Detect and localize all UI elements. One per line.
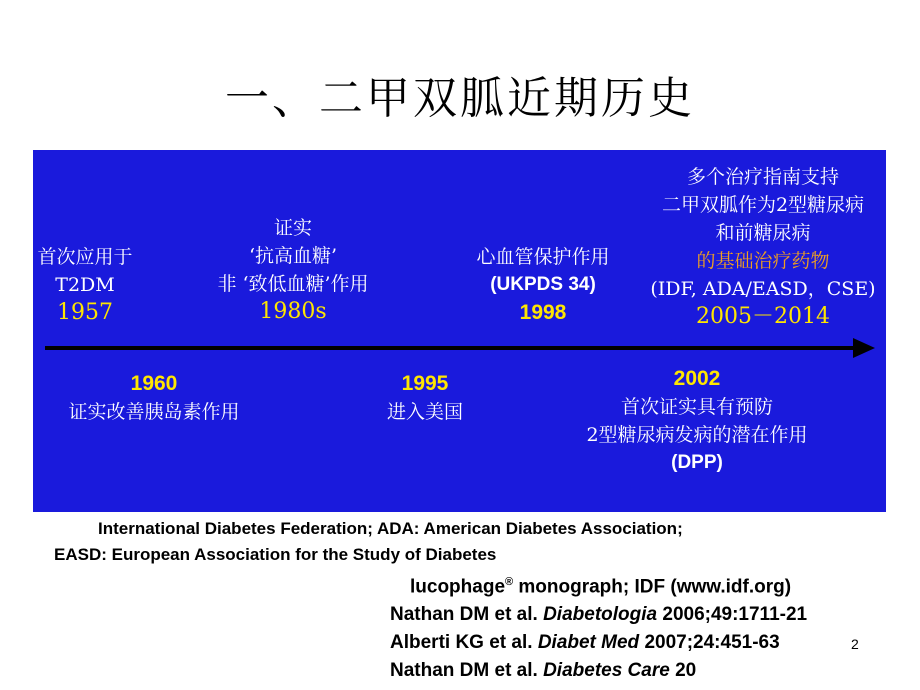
reference-3 xyxy=(390,632,780,654)
event-study: (DPP) xyxy=(671,452,723,473)
reference-text: lucophage xyxy=(410,576,506,598)
event-1960 xyxy=(47,370,261,426)
event-line: 证实改善胰岛素作用 xyxy=(68,401,240,423)
reference-authors: Alberti KG et al. xyxy=(390,632,538,653)
reference-text: monograph; IDF (www.idf.org) xyxy=(513,576,792,598)
reference-citation: 2007;24:451-63 xyxy=(639,632,780,653)
event-study: (UKPDS 34) xyxy=(490,274,596,295)
event-1957 xyxy=(33,243,137,327)
event-line: 2型糖尿病发病的潜在作用 xyxy=(586,424,808,446)
event-line: 首次应用于 xyxy=(37,246,133,268)
note-line: EASD: European Association for the Study of Diabetes xyxy=(54,545,497,564)
reference-journal: Diabetologia xyxy=(543,604,658,625)
reference-1 xyxy=(410,576,791,598)
event-line: ‘抗高血糖’ xyxy=(248,245,338,267)
event-year: 1995 xyxy=(401,372,449,395)
timeline-axis xyxy=(45,346,865,350)
event-line: T2DM xyxy=(55,274,115,296)
reference-4 xyxy=(390,660,696,682)
reference-authors: Nathan DM et al. xyxy=(390,660,544,681)
slide-title: 一、二甲双胍近期历史 xyxy=(225,73,695,124)
event-2005-2014 xyxy=(641,163,885,331)
event-year: 2005－2014 xyxy=(696,304,830,329)
event-2002 xyxy=(557,365,837,477)
event-guidelines: (IDF, ADA/EASD，CSE) xyxy=(650,278,876,300)
event-year: 1980s xyxy=(259,299,327,324)
registered-mark: ® xyxy=(505,576,514,588)
reference-journal: Diabetes Care xyxy=(543,660,670,681)
event-line: 首次证实具有预防 xyxy=(620,396,773,418)
note-line: International Diabetes Federation; ADA: American Diabetes Association; xyxy=(98,519,683,538)
reference-2 xyxy=(390,604,807,626)
reference-citation: 20 xyxy=(669,660,697,681)
event-year: 2002 xyxy=(673,367,721,390)
event-line: 多个治疗指南支持 xyxy=(686,166,839,188)
event-line: 进入美国 xyxy=(386,401,463,423)
event-1980s xyxy=(179,214,407,326)
event-year: 1957 xyxy=(57,300,113,325)
event-line: 证实 xyxy=(273,217,312,239)
event-highlight: 的基础治疗药物 xyxy=(696,250,830,272)
event-1998 xyxy=(451,243,635,327)
event-1995 xyxy=(367,370,483,426)
event-line: 非 ‘致低血糖’作用 xyxy=(217,273,369,295)
reference-authors: Nathan DM et al. xyxy=(390,604,544,625)
reference-citation: 2006;49:1711-21 xyxy=(657,604,808,625)
event-line: 二甲双胍作为2型糖尿病 xyxy=(661,194,865,216)
reference-journal: Diabet Med xyxy=(537,632,640,653)
arrow-right-icon xyxy=(853,338,875,358)
event-line: 和前糖尿病 xyxy=(715,222,811,244)
event-year: 1960 xyxy=(130,372,178,395)
page-number: 2 xyxy=(851,636,859,652)
timeline-panel xyxy=(33,150,886,512)
event-year: 1998 xyxy=(519,301,567,324)
event-line: 心血管保护作用 xyxy=(476,246,610,268)
